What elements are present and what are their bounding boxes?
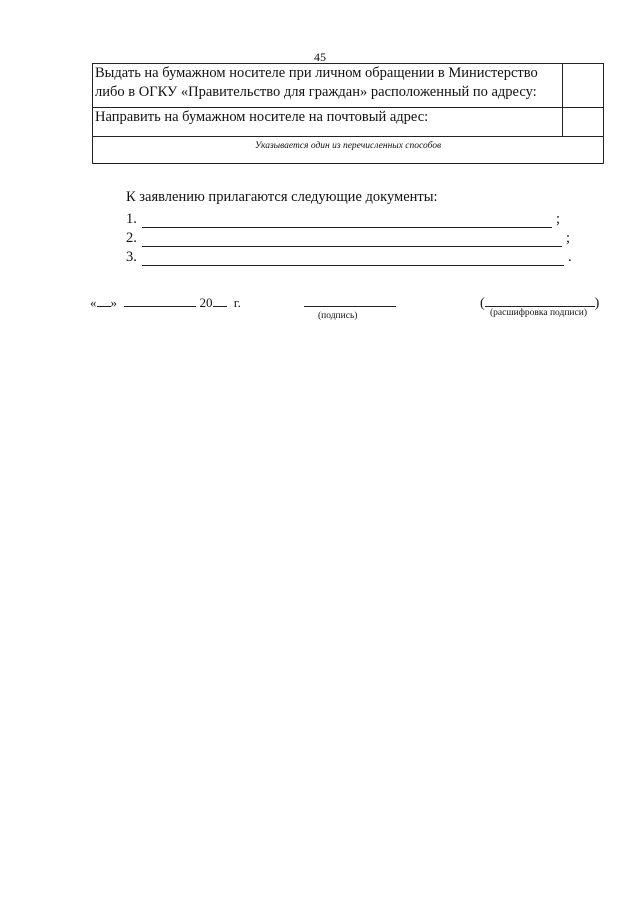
attachment-end-mark: ; bbox=[556, 211, 561, 227]
year-prefix: 20 bbox=[199, 295, 213, 310]
date-close-quote: » bbox=[110, 295, 117, 310]
attachment-end-mark: . bbox=[568, 249, 572, 265]
signature-blank[interactable] bbox=[304, 306, 396, 307]
attachment-number: 2. bbox=[126, 230, 137, 246]
attachment-number: 1. bbox=[126, 211, 137, 227]
option-row-in-person bbox=[93, 64, 604, 108]
hint-cell bbox=[93, 137, 604, 164]
attachment-blank-field[interactable] bbox=[142, 251, 564, 266]
attachment-line bbox=[126, 247, 586, 266]
decode-caption: (расшифровка подписи) bbox=[490, 308, 587, 318]
options-hint: Указывается один из перечисленных способов bbox=[254, 141, 442, 151]
year-suffix: г. bbox=[233, 295, 241, 310]
page-number: 45 bbox=[314, 50, 326, 64]
date-field bbox=[90, 294, 241, 311]
attachment-blank-field[interactable] bbox=[142, 213, 552, 228]
signature-caption: (подпись) bbox=[318, 311, 358, 321]
attachment-end-mark: ; bbox=[566, 230, 571, 246]
date-open-quote: « bbox=[90, 295, 97, 310]
decode-close-paren: ) bbox=[594, 296, 600, 311]
signature-footer bbox=[0, 292, 640, 332]
decode-open-paren: ( bbox=[480, 296, 485, 311]
option-row-mail bbox=[93, 108, 604, 137]
attachment-blank-field[interactable] bbox=[142, 232, 562, 247]
option-checkbox-mail[interactable] bbox=[563, 108, 604, 137]
attachment-number: 3. bbox=[126, 249, 137, 265]
delivery-options-table bbox=[92, 63, 604, 164]
option-text-mail: Направить на бумажном носителе на почтовый адрес: bbox=[93, 108, 563, 137]
month-blank[interactable] bbox=[124, 294, 196, 307]
option-checkbox-in-person[interactable] bbox=[563, 64, 604, 108]
attachments-section bbox=[126, 188, 586, 266]
option-text-in-person: Выдать на бумажном носителе при личном обращении в Министерство либо в ОГКУ «Правительство для граждан» расположенный по адресу: bbox=[93, 64, 563, 108]
attachment-line bbox=[126, 209, 586, 228]
hint-row bbox=[93, 137, 604, 164]
attachment-line bbox=[126, 228, 586, 247]
year-blank[interactable] bbox=[213, 294, 227, 307]
decode-blank[interactable] bbox=[485, 292, 595, 307]
day-blank[interactable] bbox=[97, 294, 111, 307]
attachments-heading: К заявлению прилагаются следующие документы: bbox=[126, 189, 438, 205]
